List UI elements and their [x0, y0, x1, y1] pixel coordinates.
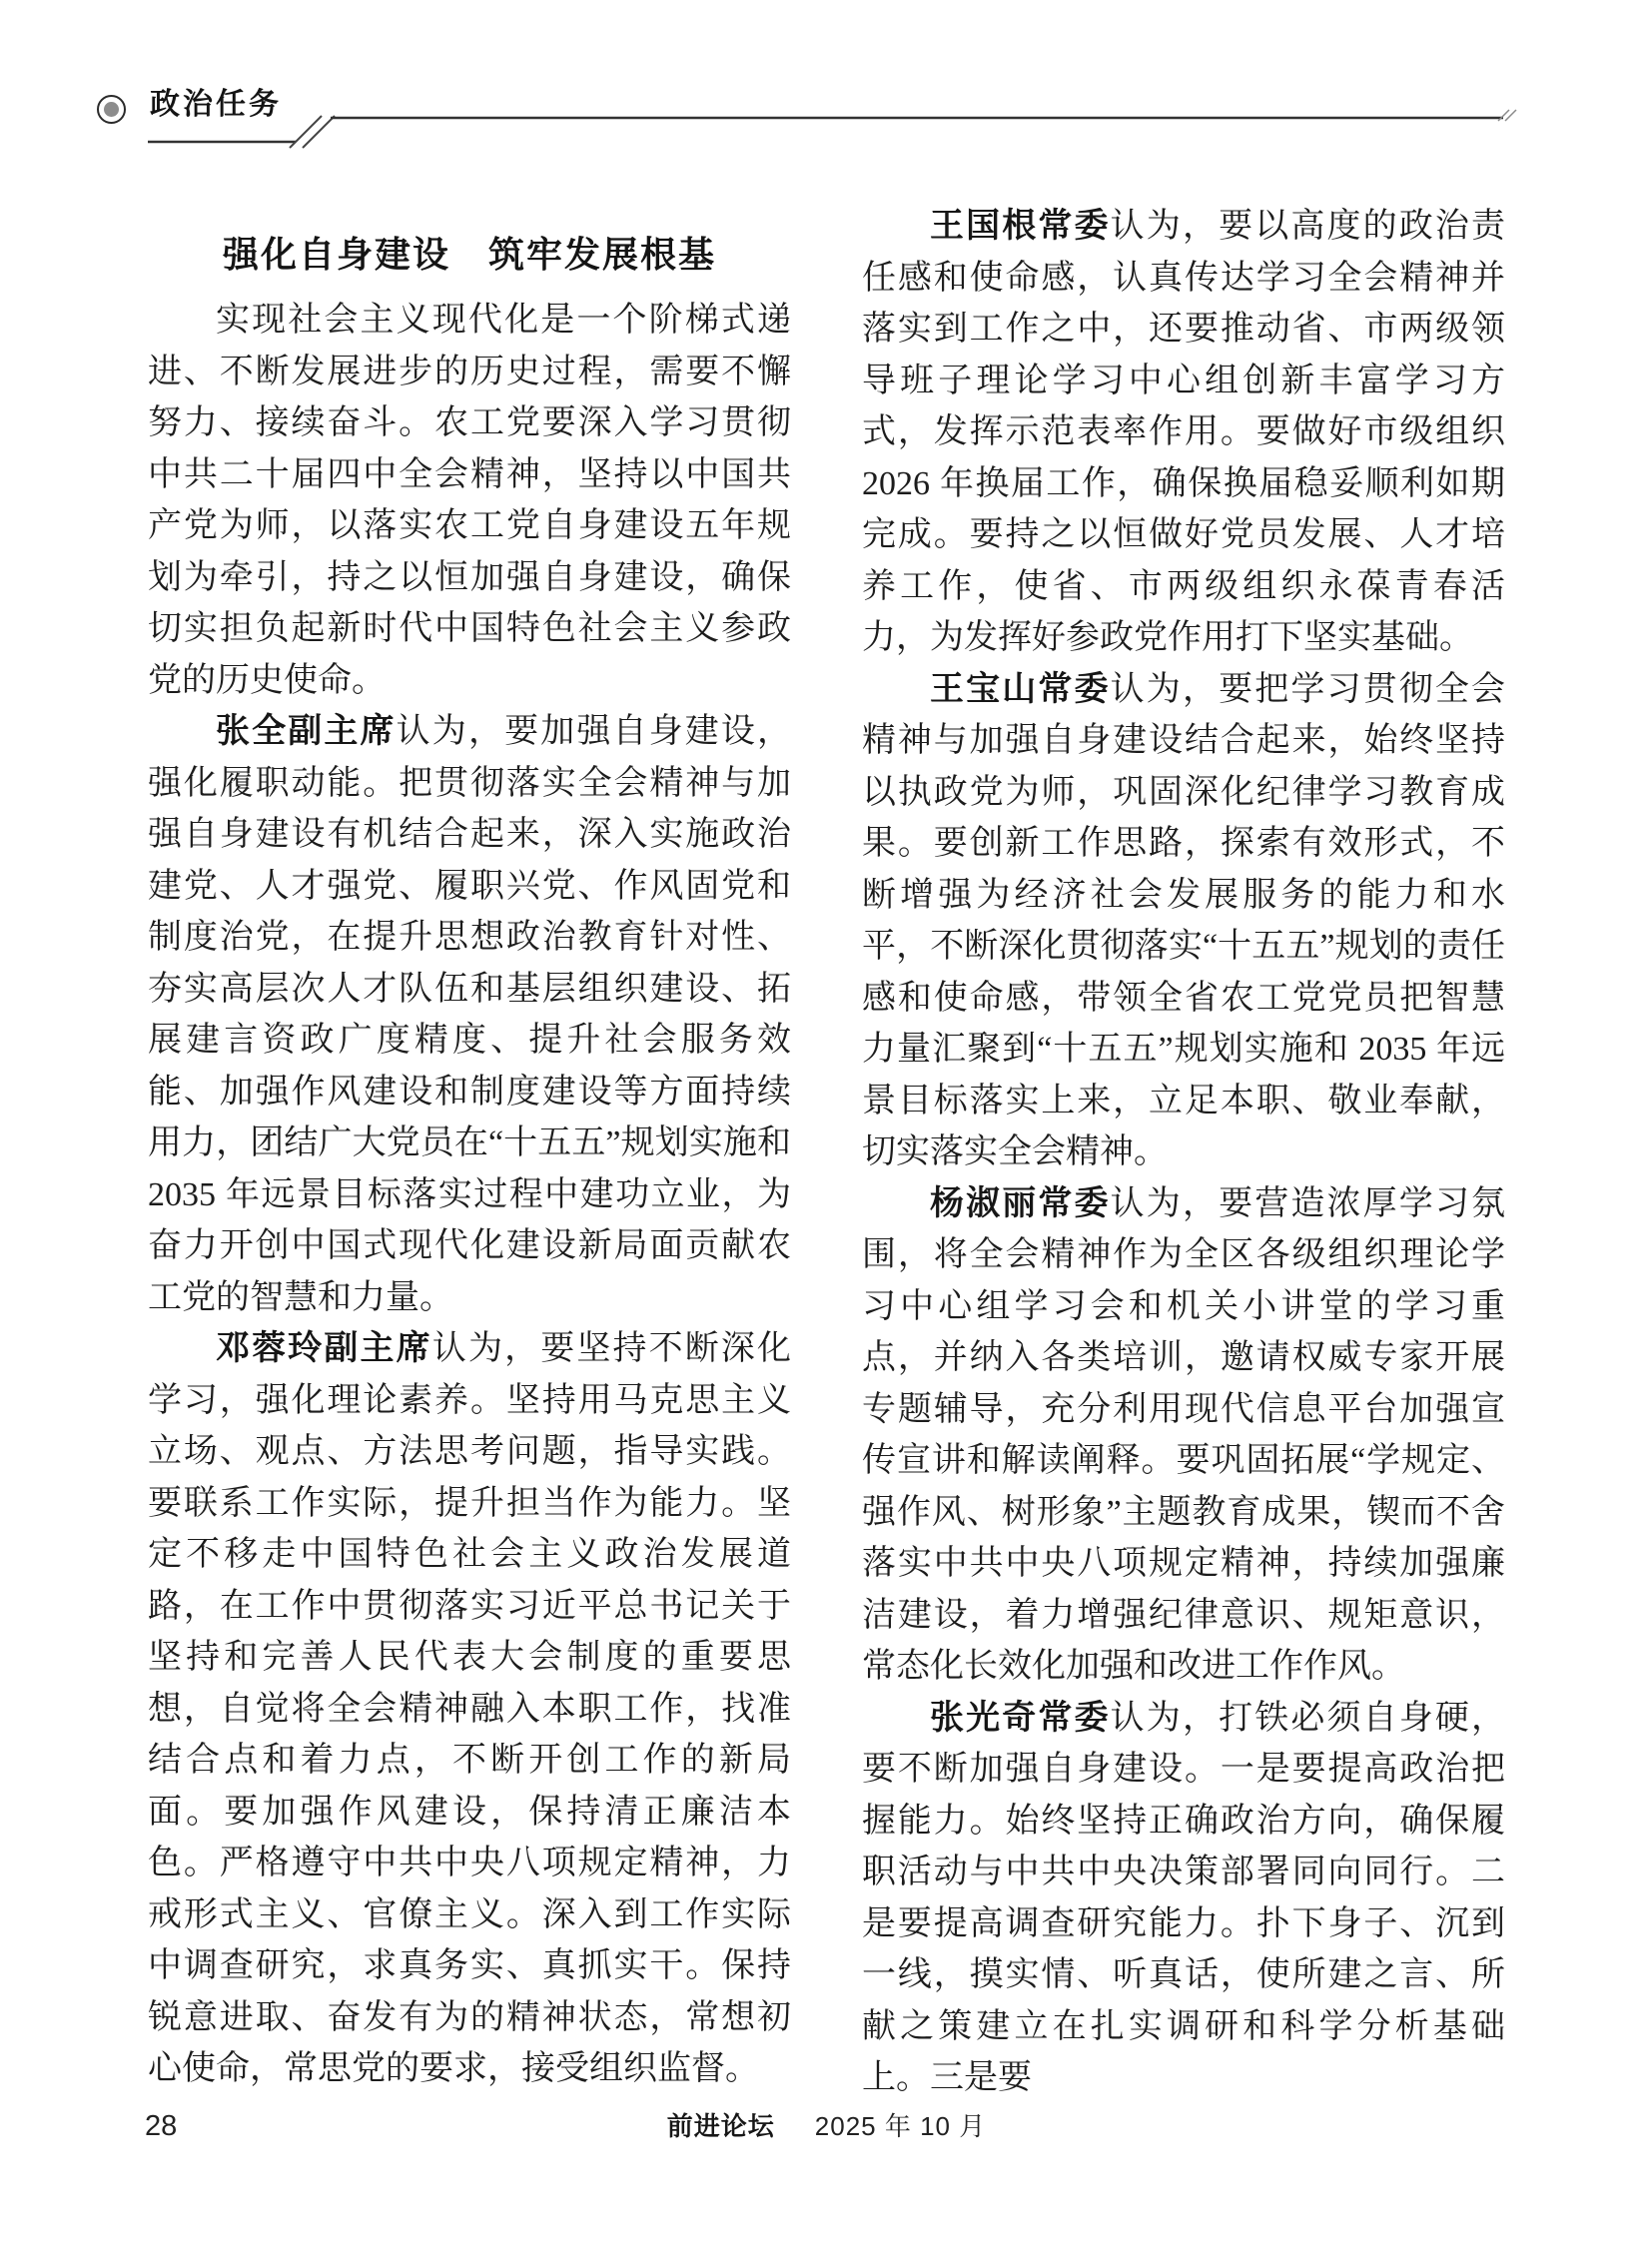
speaker-name: 王国根常委 — [930, 207, 1111, 245]
paragraph: 实现社会主义现代化是一个阶梯式递进、不断发展进步的历史过程，需要不懈努力、接续奋斗。农工党要深入学习贯彻中共二十届四中全会精神，坚持以中国共产党为师，以落实农工党自身建设五年规划为牵引，持之以恒加强自身建设，确保切实担负起新时代中国特色社会主义参政党的历史使命。 — [148, 302, 791, 699]
paragraph: 杨淑丽常委认为，要营造浓厚学习氛围，将全会精神作为全区各级组织理论学习中心组学习会和机关小讲堂的学习重点，并纳入各类培训，邀请权威专家开展专题辅导，充分利用现代信息平台加强宣传宣讲和解读阐释。要巩固拓展“学规定、强作风、树形象”主题教育成果，锲而不舍落实中共中央八项规定精神，持续加强廉洁建设，着力增强纪律意识、规矩意识，常态化长效化加强和改进工作作风。 — [862, 1183, 1506, 1685]
column-right — [862, 201, 1505, 2104]
paragraph: 邓蓉玲副主席认为，要坚持不断深化学习，强化理论素养。坚持用马克思主义立场、观点、方法思考问题，指导实践。要联系工作实际，提升担当作为能力。坚定不移走中国特色社会主义政治发展道路，在工作中贯彻落实习近平总书记关于坚持和完善人民代表大会制度的重要思想，自觉将全会精神融入本职工作，找准结合点和着力点，不断开创工作的新局面。要加强作风建设，保持清正廉洁本色。严格遵守中共中央八项规定精神，力戒形式主义、官僚主义。深入到工作实际中调查研究，求真务实、真抓实干。保持锐意进取、奋发有为的精神状态，常想初心使命，常思党的要求，接受组织监督。 — [148, 1329, 792, 2087]
paragraph: 张全副主席认为，要加强自身建设，强化履职动能。把贯彻落实全会精神与加强自身建设有机结合起来，深入实施政治建党、人才强党、履职兴党、作风固党和制度治党，在提升思想政治教育针对性、夯实高层次人才队伍和基层组织建设、拓展建言资政广度精度、提升社会服务效能、加强作风建设和制度建设等方面持续用力，团结广大党员在“十五五”规划实施和 2035 年远景目标落实过程中建功立业，为奋力开创中国式现代化建设新局面贡献农工党的智慧和力量。 — [148, 712, 792, 1316]
journal-name: 前进论坛 — [666, 2111, 775, 2141]
issue-date: 2025 年 10 月 — [814, 2111, 987, 2141]
paragraph: 张光奇常委认为，打铁必须自身硬，要不断加强自身建设。一是要提高政治把握能力。始终坚持正确政治方向，确保履职活动与中共中央决策部署同向同行。二是要提高调查研究能力。扑下身子、沉到一线，摸实情、听真话，使所建之言、所献之策建立在扎实调研和科学分析基础上。三是要 — [862, 1698, 1506, 2096]
speaker-name: 张全副主席 — [216, 712, 397, 750]
speaker-name: 张光奇常委 — [930, 1698, 1111, 1737]
footer — [148, 2110, 1505, 2147]
speaker-name: 杨淑丽常委 — [930, 1183, 1111, 1222]
paragraph: 王国根常委认为，要以高度的政治责任感和使命感，认真传达学习全会精神并落实到工作之中，还要推动省、市两级领导班子理论学习中心组创新丰富学习方式，发挥示范表率作用。要做好市级组织 2026 年换届工作，确保换届稳妥顺利如期完成。要持之以恒做好党员发展、人才培养工作，使省、市两级组织永葆青春活力，为发挥好参政党作用打下坚实基础。 — [862, 207, 1506, 656]
header-rule-decoration — [0, 0, 1652, 170]
speaker-name: 王宝山常委 — [930, 669, 1111, 708]
article-title: 强化自身建设 筑牢发展根基 — [222, 234, 716, 275]
speaker-name: 邓蓉玲副主席 — [216, 1329, 432, 1367]
column-left — [148, 295, 791, 2095]
page-number: 28 — [145, 2110, 178, 2142]
paragraph: 王宝山常委认为，要把学习贯彻全会精神与加强自身建设结合起来，始终坚持以执政党为师，巩固深化纪律学习教育成果。要创新工作思路，探索有效形式，不断增强为经济社会发展服务的能力和水平，不断深化贯彻落实“十五五”规划的责任感和使命感，带领全省农工党党员把智慧力量汇聚到“十五五”规划实施和 2035 年远景目标落实上来，立足本职、敬业奉献，切实落实全会精神。 — [862, 669, 1506, 1170]
section-label: 政治任务 — [150, 88, 282, 121]
